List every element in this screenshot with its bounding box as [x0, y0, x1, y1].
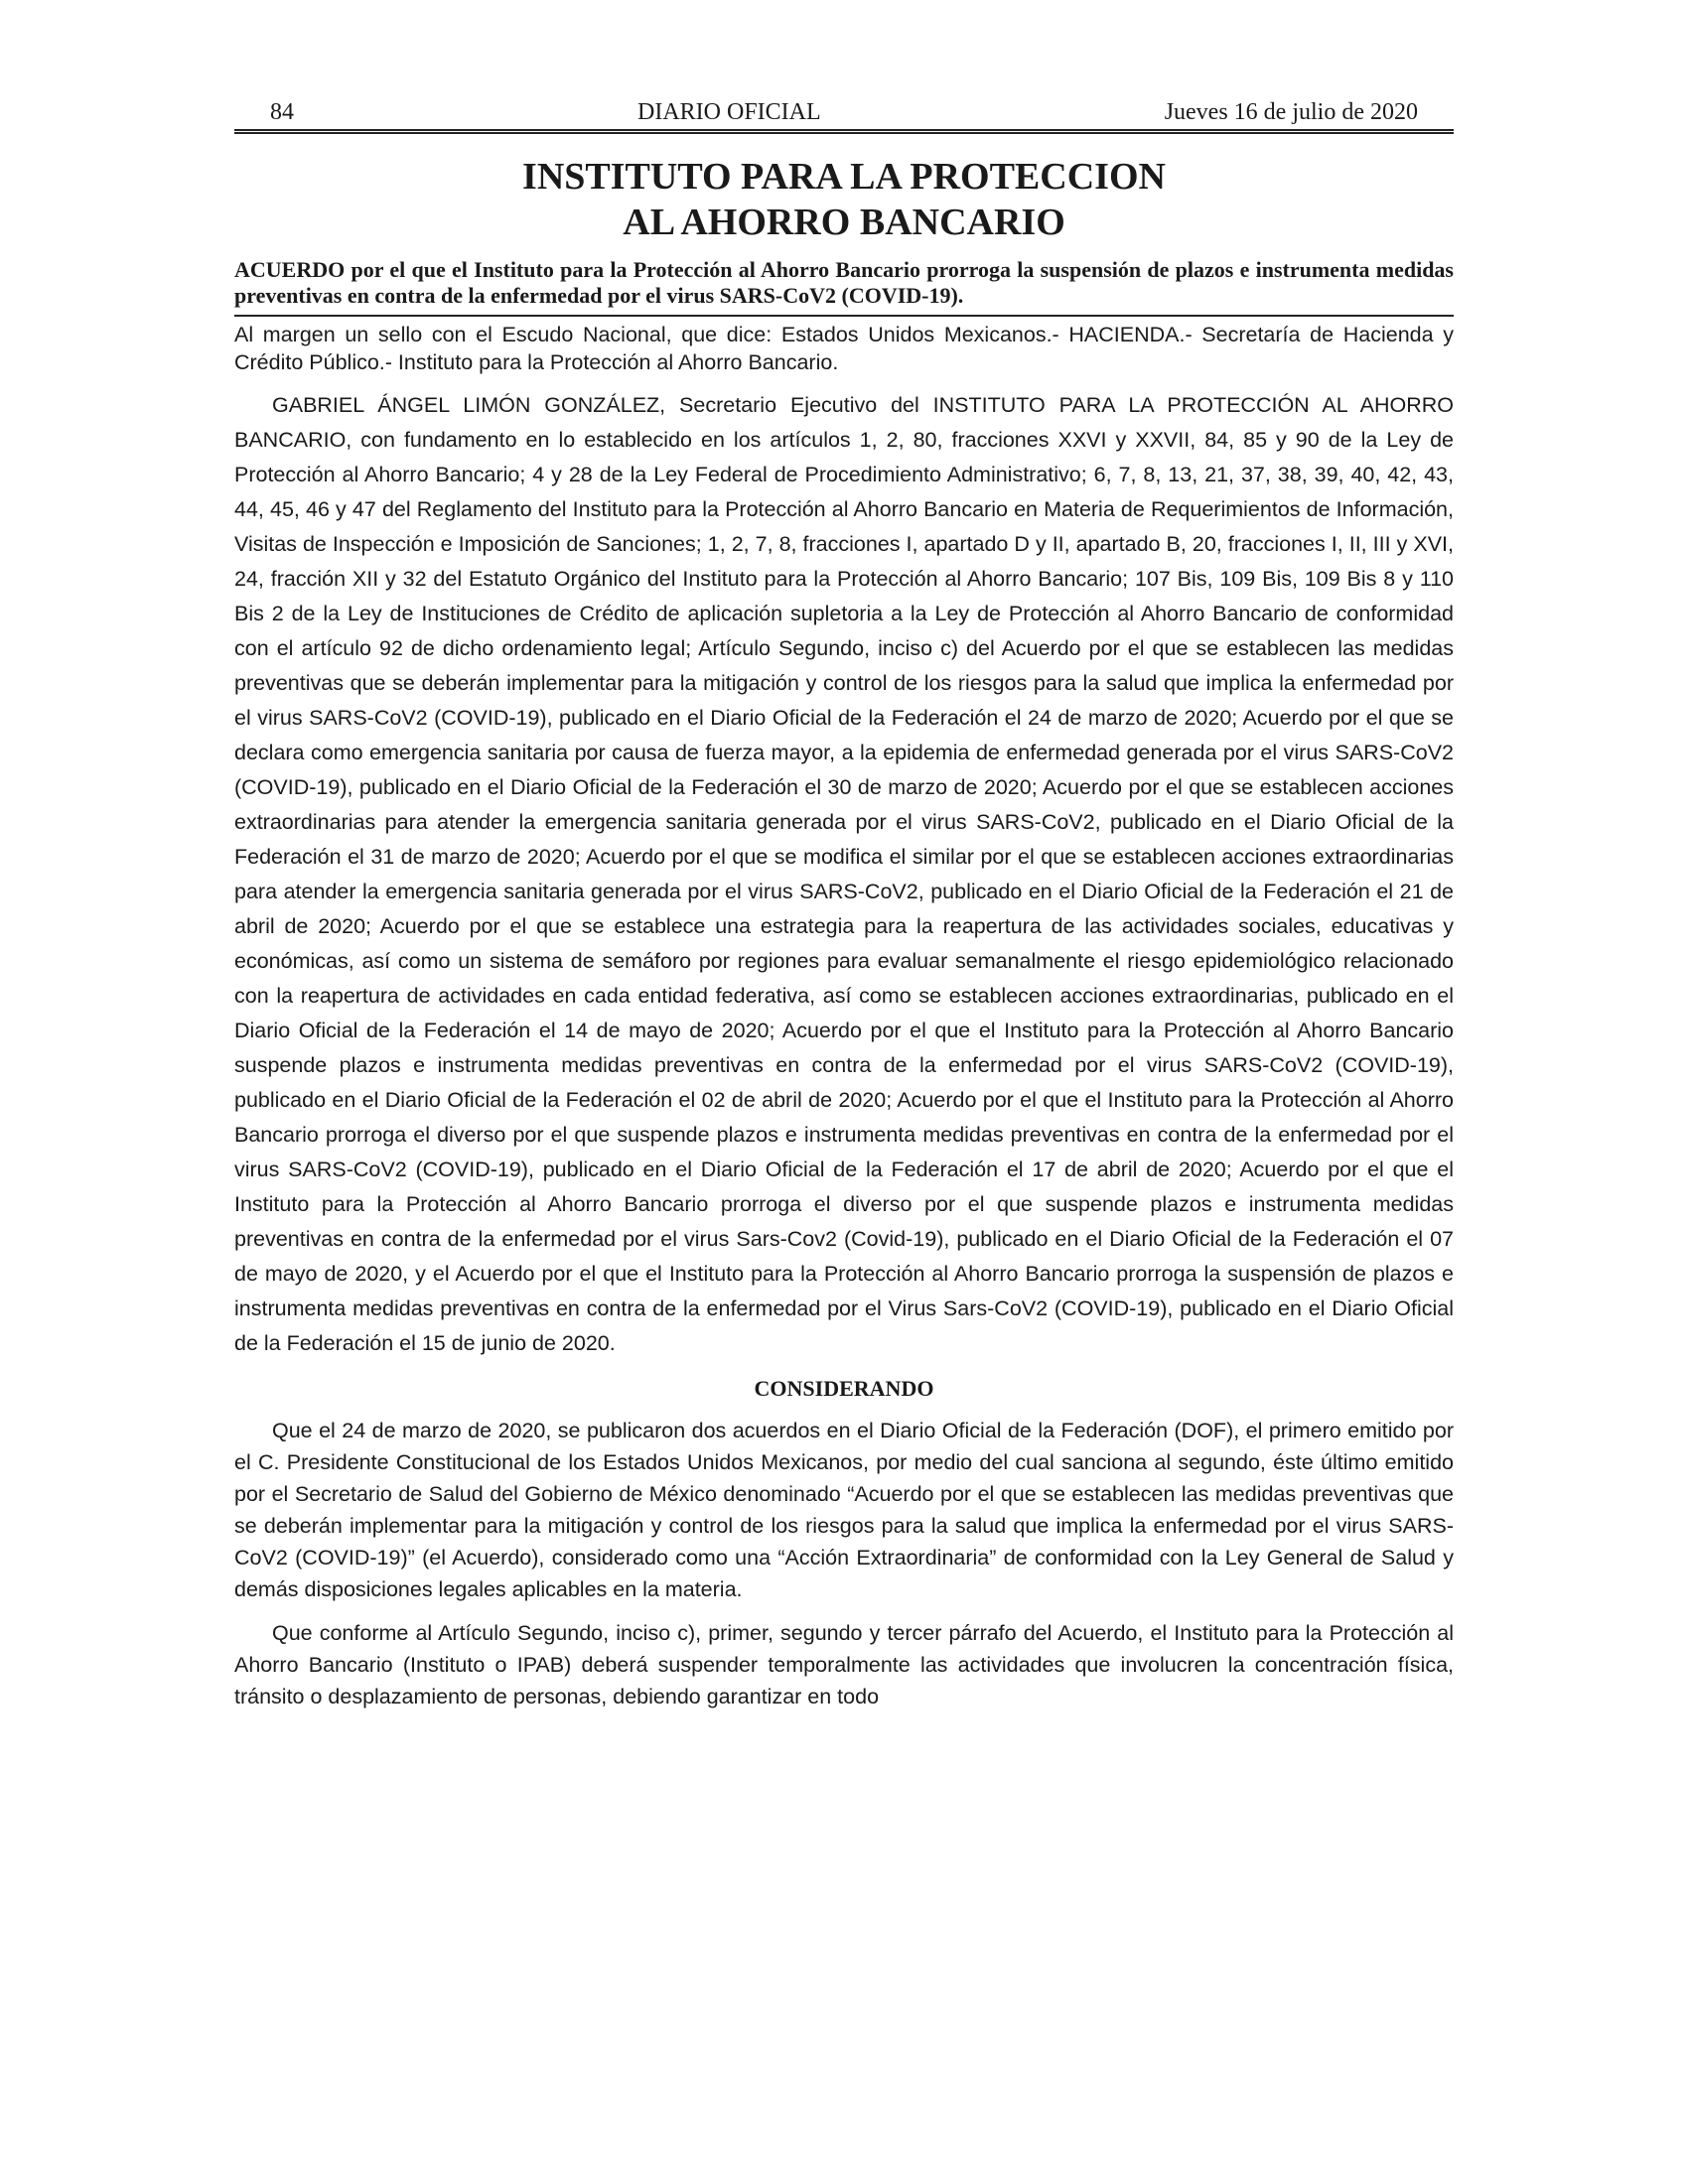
section-title-line-1: INSTITUTO PARA LA PROTECCION: [522, 156, 1166, 198]
section-title-line-2: AL AHORRO BANCARIO: [623, 202, 1065, 243]
considerando-heading: CONSIDERANDO: [754, 1376, 934, 1401]
publication-date: Jueves 16 de julio de 2020: [1164, 99, 1418, 125]
considerando-paragraph: Que el 24 de marzo de 2020, se publicaron dos acuerdos en el Diario Oficial de la Federación (DOF), el primero emitido por el C. Presidente Constitucional de los Estados Unidos Mexicanos, por medio del cual sanciona al segundo, éste último emitido por el Secretario de Salud del Gobierno de México denominado “Acuerdo por el que se establecen las medidas preventivas que se deberán implementar para la mitigación y control de los riesgos para la salud que implica la enfermedad por el virus SARS-CoV2 (COVID-19)” (el Acuerdo), considerado como una “Acción Extraordinaria” de conformidad con la Ley General de Salud y demás disposiciones legales aplicables en la materia.: [234, 1419, 1454, 1601]
considerando-paragraph: Que conforme al Artículo Segundo, inciso c), primer, segundo y tercer párrafo del Acuerdo, el Instituto para la Protección al Ahorro Bancario (Instituto o IPAB) deberá suspender temporalmente las actividades que involucren la concentración física, tránsito o desplazamiento de personas, debiendo garantizar en todo: [234, 1621, 1454, 1708]
page-header: [234, 97, 1454, 134]
page-number: 84: [270, 99, 294, 125]
decree-heading: [234, 257, 1454, 317]
decree-text: por el que el Instituto para la Protección al Ahorro Bancario prorroga la suspensión de plazos e instrumenta medidas preventivas en contra de la enfermedad por el virus SARS-CoV2 (COVID-19).: [234, 257, 1454, 308]
publication-name: DIARIO OFICIAL: [637, 99, 821, 125]
document-page: [234, 97, 1454, 1712]
decree-lead: ACUERDO: [234, 257, 346, 282]
section-title: [234, 154, 1454, 245]
seal-note: Al margen un sello con el Escudo Nacional, que dice: Estados Unidos Mexicanos.- HACIENDA.- Secretaría de Hacienda y Crédito Público.- Instituto para la Protección al Ahorro Bancario.: [234, 323, 1454, 374]
preamble-paragraph: GABRIEL ÁNGEL LIMÓN GONZÁLEZ, Secretario Ejecutivo del INSTITUTO PARA LA PROTECCIÓN AL AHORRO BANCARIO, con fundamento en lo establecido en los artículos 1, 2, 80, fracciones XXVI y XXVII, 84, 85 y 90 de la Ley de Protección al Ahorro Bancario; 4 y 28 de la Ley Federal de Procedimiento Administrativo; 6, 7, 8, 13, 21, 37, 38, 39, 40, 42, 43, 44, 45, 46 y 47 del Reglamento del Instituto para la Protección al Ahorro Bancario en Materia de Requerimientos de Información, Visitas de Inspección e Imposición de Sanciones; 1, 2, 7, 8, fracciones I, apartado D y II, apartado B, 20, fracciones I, II, III y XVI, 24, fracción XII y 32 del Estatuto Orgánico del Instituto para la Protección al Ahorro Bancario; 107 Bis, 109 Bis, 109 Bis 8 y 110 Bis 2 de la Ley de Instituciones de Crédito de aplicación supletoria a la Ley de Protección al Ahorro Bancario de conformidad con el artículo 92 de dicho ordenamiento legal; Artículo Segundo, inciso c) del Acuerdo por el que se establecen las medidas preventivas que se deberán implementar para la mitigación y control de los riesgos para la salud que implica la enfermedad por el virus SARS-CoV2 (COVID-19), publicado en el Diario Oficial de la Federación el 24 de marzo de 2020; Acuerdo por el que se declara como emergencia sanitaria por causa de fuerza mayor, a la epidemia de enfermedad generada por el virus SARS-CoV2 (COVID-19), publicado en el Diario Oficial de la Federación el 30 de marzo de 2020; Acuerdo por el que se establecen acciones extraordinarias para atender la emergencia sanitaria generada por el virus SARS-CoV2, publicado en el Diario Oficial de la Federación el 31 de marzo de 2020; Acuerdo por el que se modifica el similar por el que se establecen acciones extraordinarias para atender la emergencia sanitaria generada por el virus SARS-CoV2, publicado en el Diario Oficial de la Federación el 21 de abril de 2020; Acuerdo por el que se establece una estrategia para la reapertura de las actividades sociales, educativas y económicas, así como un sistema de semáforo por regiones para evaluar semanalmente el riesgo epidemiológico relacionado con la reapertura de actividades en cada entidad federativa, así como se establecen acciones extraordinarias, publicado en el Diario Oficial de la Federación el 14 de mayo de 2020; Acuerdo por el que el Instituto para la Protección al Ahorro Bancario suspende plazos e instrumenta medidas preventivas en contra de la enfermedad por el virus SARS-CoV2 (COVID-19), publicado en el Diario Oficial de la Federación el 02 de abril de 2020; Acuerdo por el que el Instituto para la Protección al Ahorro Bancario prorroga el diverso por el que suspende plazos e instrumenta medidas preventivas en contra de la enfermedad por el virus SARS-CoV2 (COVID-19), publicado en el Diario Oficial de la Federación el 17 de abril de 2020; Acuerdo por el que el Instituto para la Protección al Ahorro Bancario prorroga el diverso por el que suspende plazos e instrumenta medidas preventivas en contra de la enfermedad por el virus Sars-Cov2 (Covid-19), publicado en el Diario Oficial de la Federación el 07 de mayo de 2020, y el Acuerdo por el que el Instituto para la Protección al Ahorro Bancario prorroga la suspensión de plazos e instrumenta medidas preventivas en contra de la enfermedad por el Virus Sars-CoV2 (COVID-19), publicado en el Diario Oficial de la Federación el 15 de junio de 2020.: [234, 393, 1454, 1355]
